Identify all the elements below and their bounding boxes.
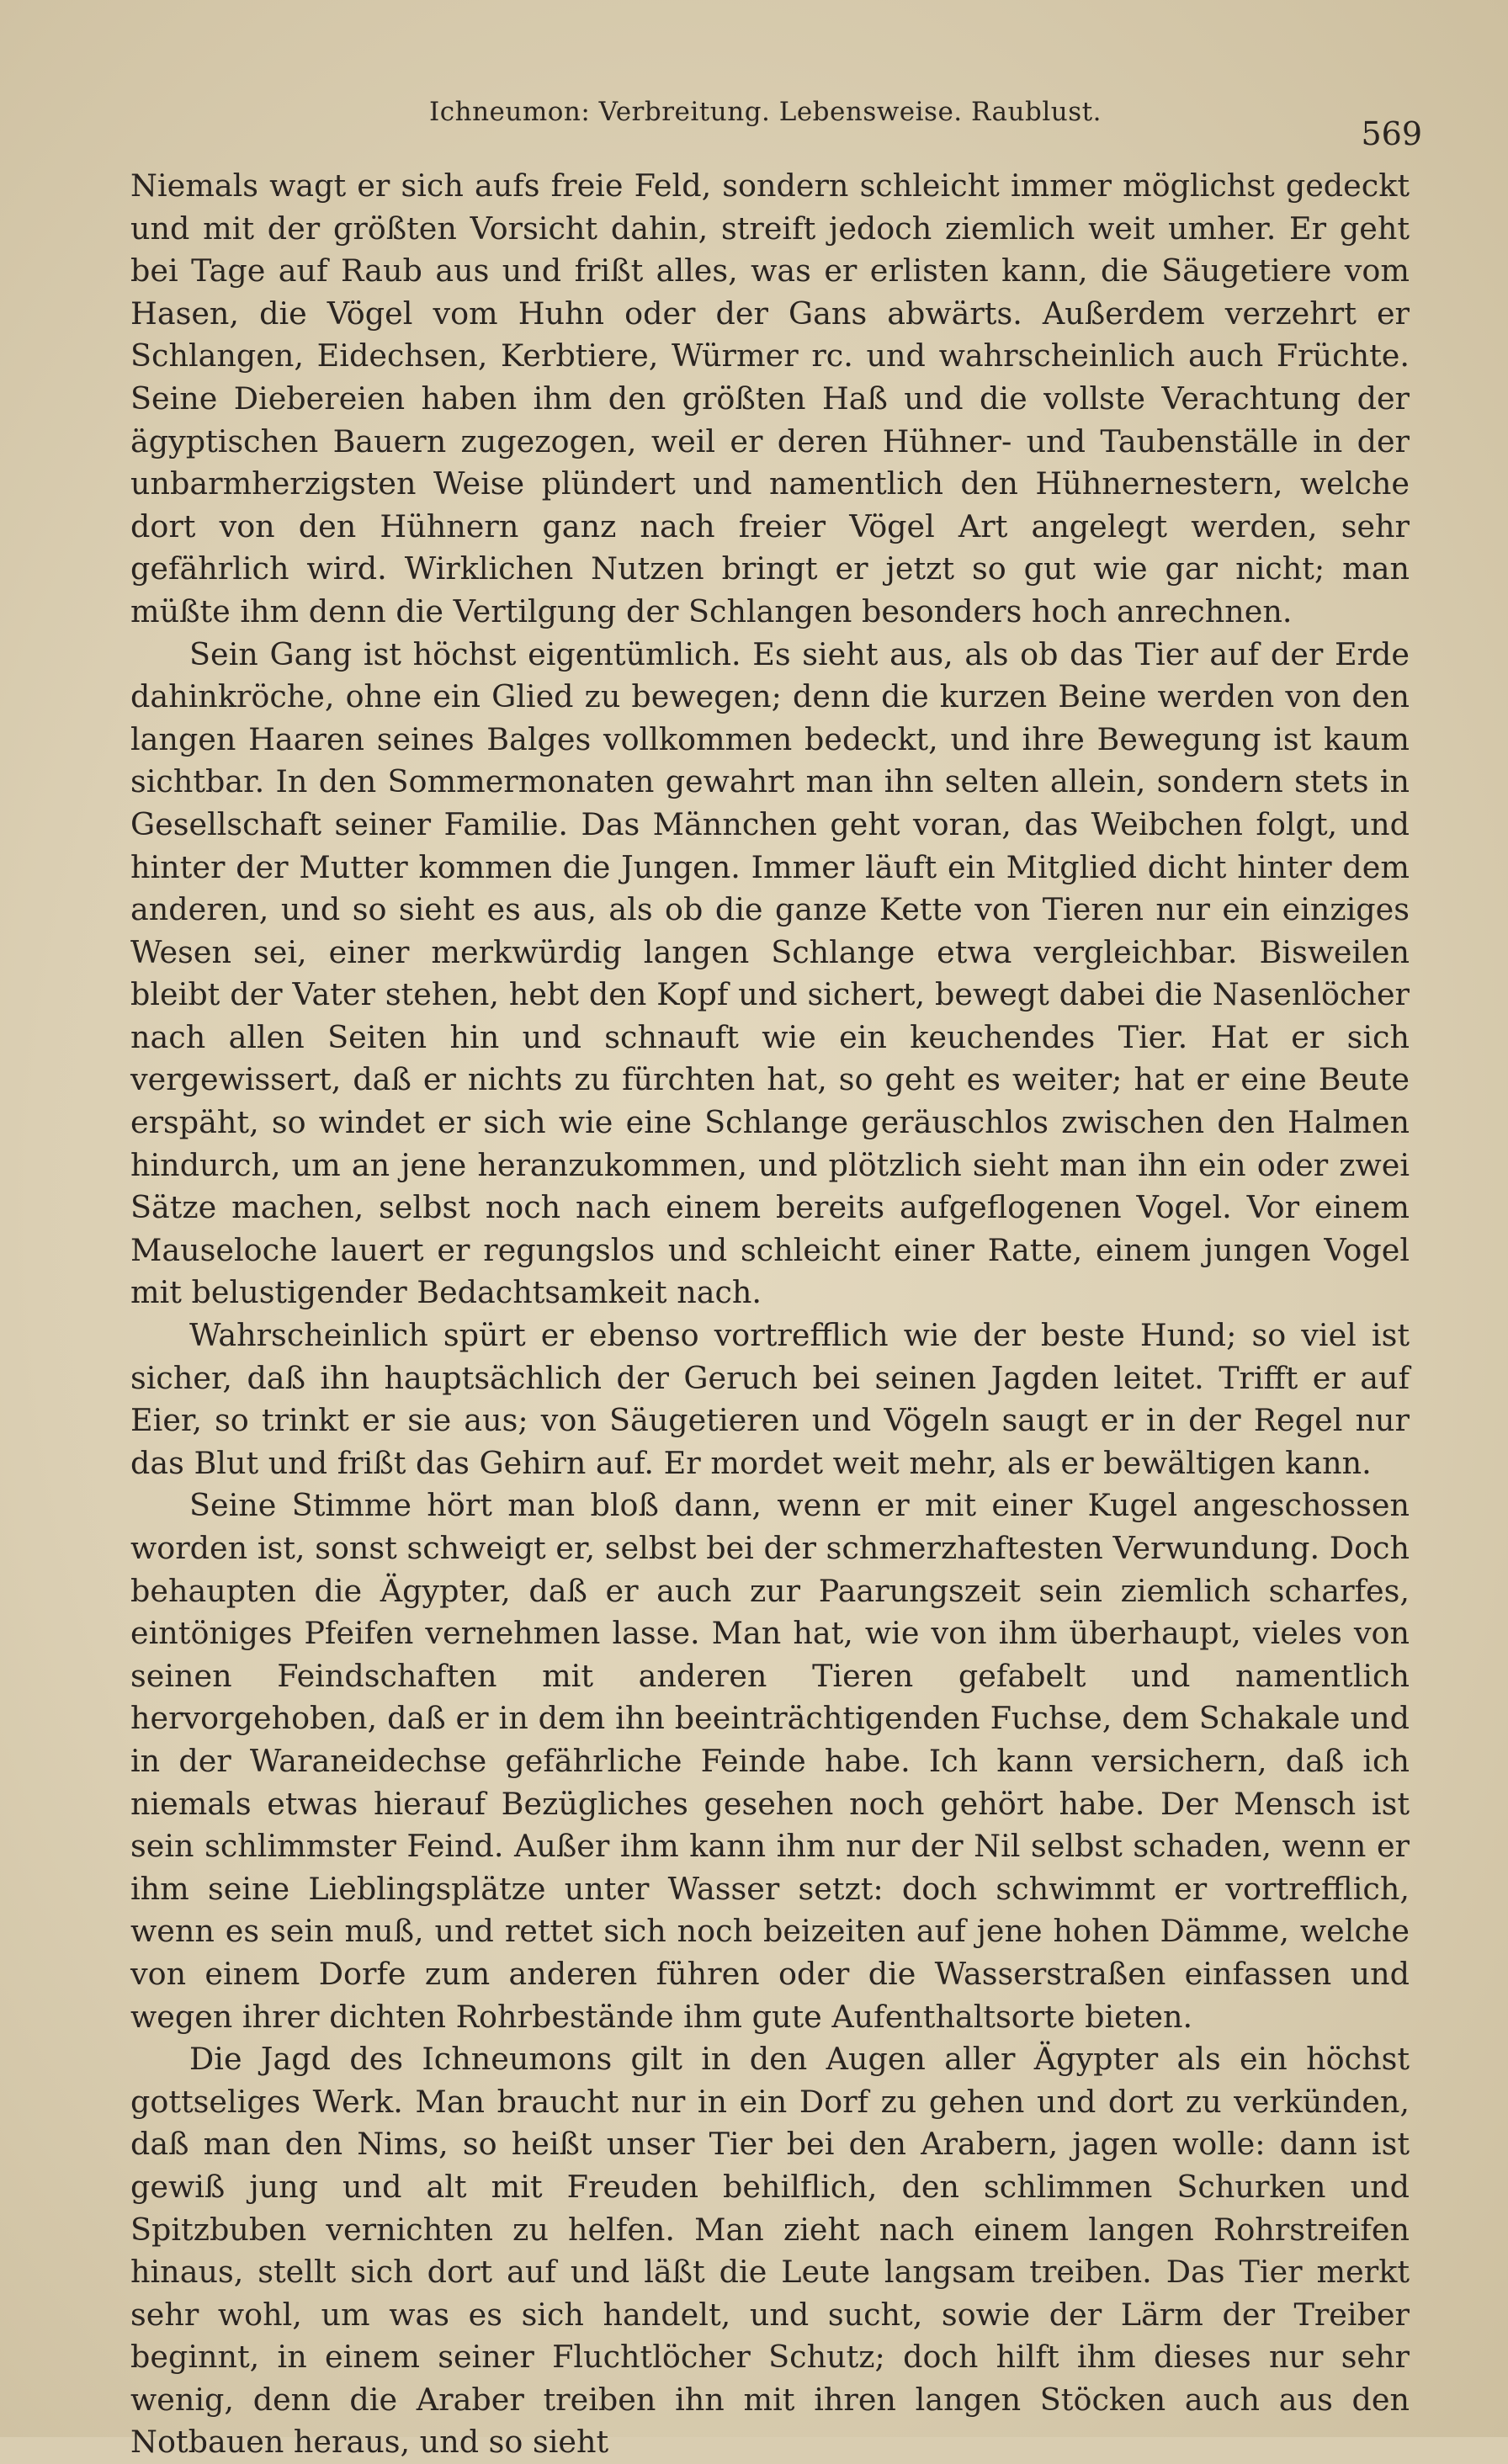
paragraph: Die Jagd des Ichneumons gilt in den Augen aller Ägypter als ein höchst gottseliges Werk. Man braucht nur in ein Dorf zu gehen und dort zu verkünden, daß man den Nims, so heißt unser Tier bei den Arabern, jagen wolle: dann ist gewiß jung und alt mit Freuden behilflich, den schlimmen Schurken und Spitzbuben vernichten zu helfen. Man zieht nach einem langen Rohrstreifen hinaus, stellt sich dort auf und läßt die Leute langsam treiben. Das Tier merkt sehr wohl, um was es sich handelt, und sucht, sowie der Lärm der Treiber beginnt, in einem seiner Fluchtlöcher Schutz; doch hilft ihm dieses nur sehr wenig, denn die Araber treiben ihn mit ihren langen Stöcken auch aus den Notbauen heraus, und so sieht [130,2041,1410,2461]
paragraph: Sein Gang ist höchst eigentümlich. Es sieht aus, als ob das Tier auf der Erde dahinkröche, ohne ein Glied zu bewegen; denn die kurzen Beine werden von den langen Haaren seines Balges vollkommen bedeckt, und ihre Bewegung ist kaum sichtbar. In den Sommermonaten gewahrt man ihn selten allein, sondern stets in Gesellschaft seiner Familie. Das Männchen geht voran, das Weibchen folgt, und hinter der Mutter kommen die Jungen. Immer läuft ein Mitglied dicht hinter dem anderen, und so sieht es aus, als ob die ganze Kette von Tieren nur ein einziges Wesen sei, einer merkwürdig langen Schlange etwa vergleichbar. Bisweilen bleibt der Vater stehen, hebt den Kopf und sichert, bewegt dabei die Nasenlöcher nach allen Seiten hin und schnauft wie ein keuchendes Tier. Hat er sich vergewissert, daß er nichts zu fürchten hat, so geht es weiter; hat er eine Beute erspäht, so windet er sich wie eine Schlange geräuschlos zwischen den Halmen hindurch, um an jene heranzukommen, und plötzlich sieht man ihn ein oder zwei Sätze machen, selbst noch nach einem bereits aufgeflogenen Vogel. Vor einem Mauseloche lauert er regungslos und schleicht einer Ratte, einem jungen Vogel mit belustigender Bedachtsamkeit nach. [130,635,1410,1311]
paragraph: Seine Stimme hört man bloß dann, wenn er mit einer Kugel angeschossen worden ist, sonst schweigt er, selbst bei der schmerzhaftesten Verwundung. Doch behaupten die Ägypter, daß er auch zur Paarungszeit sein ziemlich scharfes, eintöniges Pfeifen vernehmen lasse. Man hat, wie von ihm überhaupt, vieles von seinen Feindschaften mit anderen Tieren gefabelt und namentlich hervorgehoben, daß er in dem ihn beeinträchtigenden Fuchse, dem Schakale und in der Waraneidechse gefährliche Feinde habe. Ich kann versichern, daß ich niemals etwas hierauf Bezügliches gesehen noch gehört habe. Der Mensch ist sein schlimmster Feind. Außer ihm kann ihm nur der Nil selbst schaden, wenn er ihm seine Lieblingsplätze unter Wasser setzt: doch schwimmt er vortrefflich, wenn es sein muß, und rettet sich noch beizeiten auf jene hohen Dämme, welche von einem Dorfe zum anderen führen oder die Wasserstraßen einfassen und wegen ihrer dichten Rohrbestände ihm gute Aufenthaltsorte bieten. [130,1487,1410,2035]
body-text [130,165,1410,2464]
paragraph: Wahrscheinlich spürt er ebenso vortrefflich wie der beste Hund; so viel ist sicher, daß ihn hauptsächlich der Geruch bei seinen Jagden leitet. Trifft er auf Eier, so trinkt er sie aus; von Säugetieren und Vögeln saugt er in der Regel nur das Blut und frißt das Gehirn auf. Er mordet weit mehr, als er bewältigen kann. [130,1317,1410,1481]
paragraph: Niemals wagt er sich aufs freie Feld, sondern schleicht immer möglichst gedeckt und mit der größten Vorsicht dahin, streift jedoch ziemlich weit umher. Er geht bei Tage auf Raub aus und frißt alles, was er erlisten kann, die Säugetiere vom Hasen, die Vögel vom Huhn oder der Gans abwärts. Außerdem verzehrt er Schlangen, Eidechsen, Kerbtiere, Würmer rc. und wahrscheinlich auch Früchte. Seine Diebereien haben ihm den größten Haß und die vollste Verachtung der ägyptischen Bauern zugezogen, weil er deren Hühner- und Taubenställe in der unbarmherzigsten Weise plündert und namentlich den Hühnernestern, welche dort von den Hühnern ganz nach freier Vögel Art angelegt werden, sehr gefährlich wird. Wirklichen Nutzen bringt er jetzt so gut wie gar nicht; man müßte ihm denn die Vertilgung der Schlangen besonders hoch anrechnen. [130,167,1410,629]
page-number: 569 [1361,115,1422,152]
page-header [126,97,1422,152]
running-head: Ichneumon: Verbreitung. Lebensweise. Raublust. [429,97,1102,127]
